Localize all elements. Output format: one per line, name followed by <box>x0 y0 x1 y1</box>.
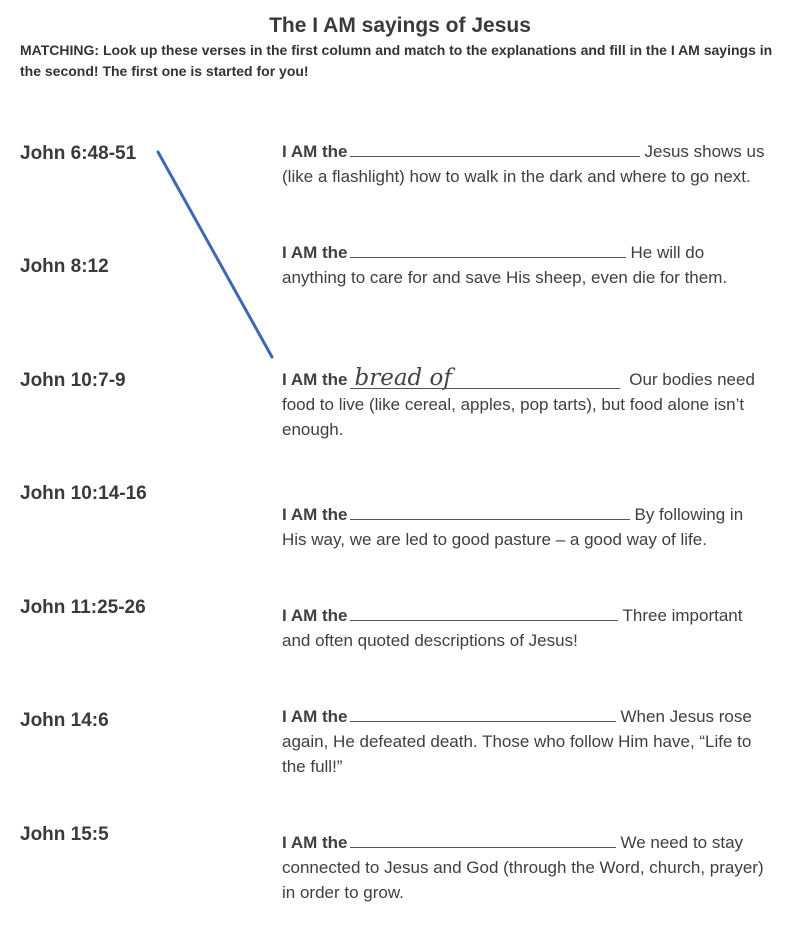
handwritten-answer: bread of <box>354 365 452 391</box>
instructions: MATCHING: Look up these verses in the first column and match to the explanations and fill in the I AM sayings in the second! The first one is started for you! <box>20 42 773 79</box>
explanation-text: Our bodies need food to live (like cereal, apples, pop tarts), but food alone isn’t enough. <box>282 370 755 439</box>
saying-item <box>282 366 772 442</box>
worksheet-title: The I AM sayings of Jesus <box>269 14 531 37</box>
i-am-label: I AM the <box>282 142 348 161</box>
saying-item <box>282 704 772 779</box>
answer-blank[interactable] <box>350 603 618 621</box>
verse-john-8-12[interactable]: John 8:12 <box>20 256 109 277</box>
answer-blank[interactable] <box>350 830 616 848</box>
answer-blank[interactable] <box>350 704 616 722</box>
explanation-text: Three important and often quoted descriptions of Jesus! <box>282 606 743 650</box>
i-am-label: I AM the <box>282 606 348 625</box>
i-am-label: I AM the <box>282 833 348 852</box>
saying-item <box>282 603 772 653</box>
i-am-label: I AM the <box>282 243 348 262</box>
verse-john-11-25[interactable]: John 11:25-26 <box>20 597 146 618</box>
saying-item <box>282 139 772 189</box>
saying-item <box>282 830 772 905</box>
answer-blank[interactable] <box>350 139 640 157</box>
explanation-text: By following in His way, we are led to good pasture – a good way of life. <box>282 505 744 549</box>
verse-john-6-48[interactable]: John 6:48-51 <box>20 143 137 164</box>
verse-john-14-6[interactable]: John 14:6 <box>20 710 109 731</box>
i-am-label: I AM the <box>282 505 348 524</box>
verse-john-10-14[interactable]: John 10:14-16 <box>20 483 147 504</box>
i-am-label: I AM the <box>282 707 348 726</box>
explanation-text: Jesus shows us (like a flashlight) how to walk in the dark and where to go next. <box>282 142 765 186</box>
verse-john-10-7[interactable]: John 10:7-9 <box>20 370 126 391</box>
i-am-label: I AM the <box>282 370 348 389</box>
explanation-text: When Jesus rose again, He defeated death. Those who follow Him have, “Life to the full!” <box>282 707 752 776</box>
saying-item <box>282 240 772 290</box>
saying-item <box>282 502 772 552</box>
answer-blank[interactable] <box>350 240 626 258</box>
answer-blank[interactable] <box>350 502 630 520</box>
answer-blank[interactable] <box>350 366 620 389</box>
verse-john-15-5[interactable]: John 15:5 <box>20 824 109 845</box>
explanation-text: He will do anything to care for and save His sheep, even die for them. <box>282 243 728 287</box>
explanation-text: We need to stay connected to Jesus and God (through the Word, church, prayer) in order to grow. <box>282 833 764 902</box>
